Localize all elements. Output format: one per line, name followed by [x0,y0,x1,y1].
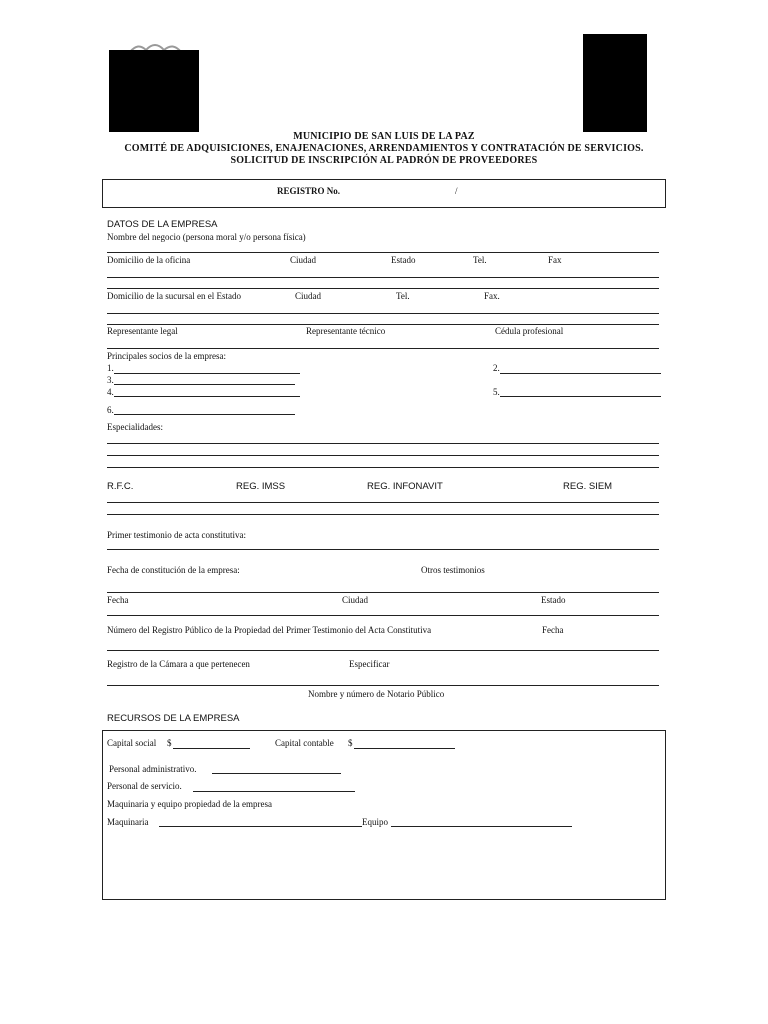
registro-label: REGISTRO No. [277,186,341,196]
header-municipality: MUNICIPIO DE SAN LUIS DE LA PAZ [293,131,475,142]
registro-box [102,179,666,208]
socio-2-field[interactable] [500,373,661,374]
representante-tecnico-label: Representante técnico [306,326,386,336]
fecha-constitucion-field[interactable] [107,592,659,593]
representante-legal-label: Representante legal [107,326,178,336]
notario-publico-label: Nombre y número de Notario Público [308,689,445,699]
equipo-label: Equipo [362,817,388,827]
socio-6-field[interactable] [114,414,295,415]
socios-label: Principales socios de la empresa: [107,351,226,361]
socio-3-field[interactable] [114,384,295,385]
tel-label: Tel. [473,255,487,265]
rfc-label: R.F.C. [107,481,134,492]
reg-siem-label: REG. SIEM [563,481,613,492]
fecha-ciudad-estado-field[interactable] [107,615,659,616]
numero-registro-publico-label: Número del Registro Público de la Propiedad del Primer Testimonio del Acta Constitutiva [107,625,432,635]
nombre-negocio-label: Nombre del negocio (persona moral y/o persona física) [107,232,306,242]
registro-camara-field[interactable] [107,685,659,686]
left-logo-image [109,50,199,132]
section-recursos-empresa: RECURSOS DE LA EMPRESA [107,713,240,724]
socio-6-label: 6. [107,405,114,415]
fax-sucursal-label: Fax. [484,291,500,301]
especialidades-field-2[interactable] [107,455,659,456]
ciudad-label: Ciudad [290,255,316,265]
ciudad-testimonio-label: Ciudad [342,595,368,605]
capital-contable-field[interactable] [354,748,455,749]
especialidades-field-1[interactable] [107,443,659,444]
domicilio-oficina-label: Domicilio de la oficina [107,255,191,265]
socio-2-label: 2. [493,363,500,373]
capital-contable-label: Capital contable [275,738,334,748]
capital-contable-currency: $ [348,738,353,748]
socio-5-label: 5. [493,387,500,397]
socio-4-label: 4. [107,387,114,397]
fecha-registro-label: Fecha [542,625,564,635]
equipo-field[interactable] [391,826,572,827]
reg-imss-label: REG. IMSS [236,481,286,492]
right-logo-image [583,34,647,132]
domicilio-sucursal-field[interactable] [107,313,659,314]
registros-field-2[interactable] [107,514,659,515]
socio-1-label: 1. [107,363,114,373]
numero-registro-field[interactable] [107,650,659,651]
domicilio-oficina-field-2[interactable] [107,288,659,289]
primer-testimonio-field[interactable] [107,549,659,550]
socio-3-label: 3. [107,375,114,385]
fax-label: Fax [548,255,562,265]
otros-testimonios-label: Otros testimonios [421,565,485,575]
personal-administrativo-field[interactable] [212,773,341,774]
personal-servicio-label: Personal de servicio. [107,781,182,791]
domicilio-oficina-field[interactable] [107,277,659,278]
especificar-label: Especificar [349,659,390,669]
estado-label: Estado [391,255,416,265]
maquinaria-label: Maquinaria [107,817,149,827]
capital-social-field[interactable] [173,748,250,749]
section-datos-empresa: DATOS DE LA EMPRESA [107,219,218,230]
especialidades-label: Especialidades: [107,422,163,432]
capital-social-label: Capital social [107,738,157,748]
socio-5-field[interactable] [500,396,661,397]
registro-separator: / [455,186,458,196]
socio-1-field[interactable] [114,373,300,374]
domicilio-sucursal-label: Domicilio de la sucursal en el Estado [107,291,241,301]
tel-sucursal-label: Tel. [396,291,410,301]
cedula-profesional-label: Cédula profesional [495,326,564,336]
socio-4-field[interactable] [114,396,300,397]
domicilio-sucursal-field-2[interactable] [107,324,659,325]
header-form-title: SOLICITUD DE INSCRIPCIÓN AL PADRÓN DE PROVEEDORES [230,155,538,166]
personal-servicio-field[interactable] [193,791,355,792]
registro-camara-label: Registro de la Cámara a que pertenecen [107,659,250,669]
maquinaria-equipo-label: Maquinaria y equipo propiedad de la empresa [107,799,272,809]
nombre-negocio-field[interactable] [107,252,659,253]
recursos-box [102,730,666,900]
especialidades-field-3[interactable] [107,467,659,468]
personal-administrativo-label: Personal administrativo. [109,764,197,774]
reg-infonavit-label: REG. INFONAVIT [367,481,443,492]
ciudad-sucursal-label: Ciudad [295,291,321,301]
primer-testimonio-label: Primer testimonio de acta constitutiva: [107,530,246,540]
capital-social-currency: $ [167,738,172,748]
header-committee: COMITÉ DE ADQUISICIONES, ENAJENACIONES, ARRENDAMIENTOS Y CONTRATACIÓN DE SERVICIOS. [124,143,644,154]
registros-field-1[interactable] [107,502,659,503]
fecha-label: Fecha [107,595,129,605]
estado-testimonio-label: Estado [541,595,566,605]
representantes-field[interactable] [107,348,659,349]
maquinaria-field[interactable] [159,826,362,827]
fecha-constitucion-label: Fecha de constitución de la empresa: [107,565,240,575]
